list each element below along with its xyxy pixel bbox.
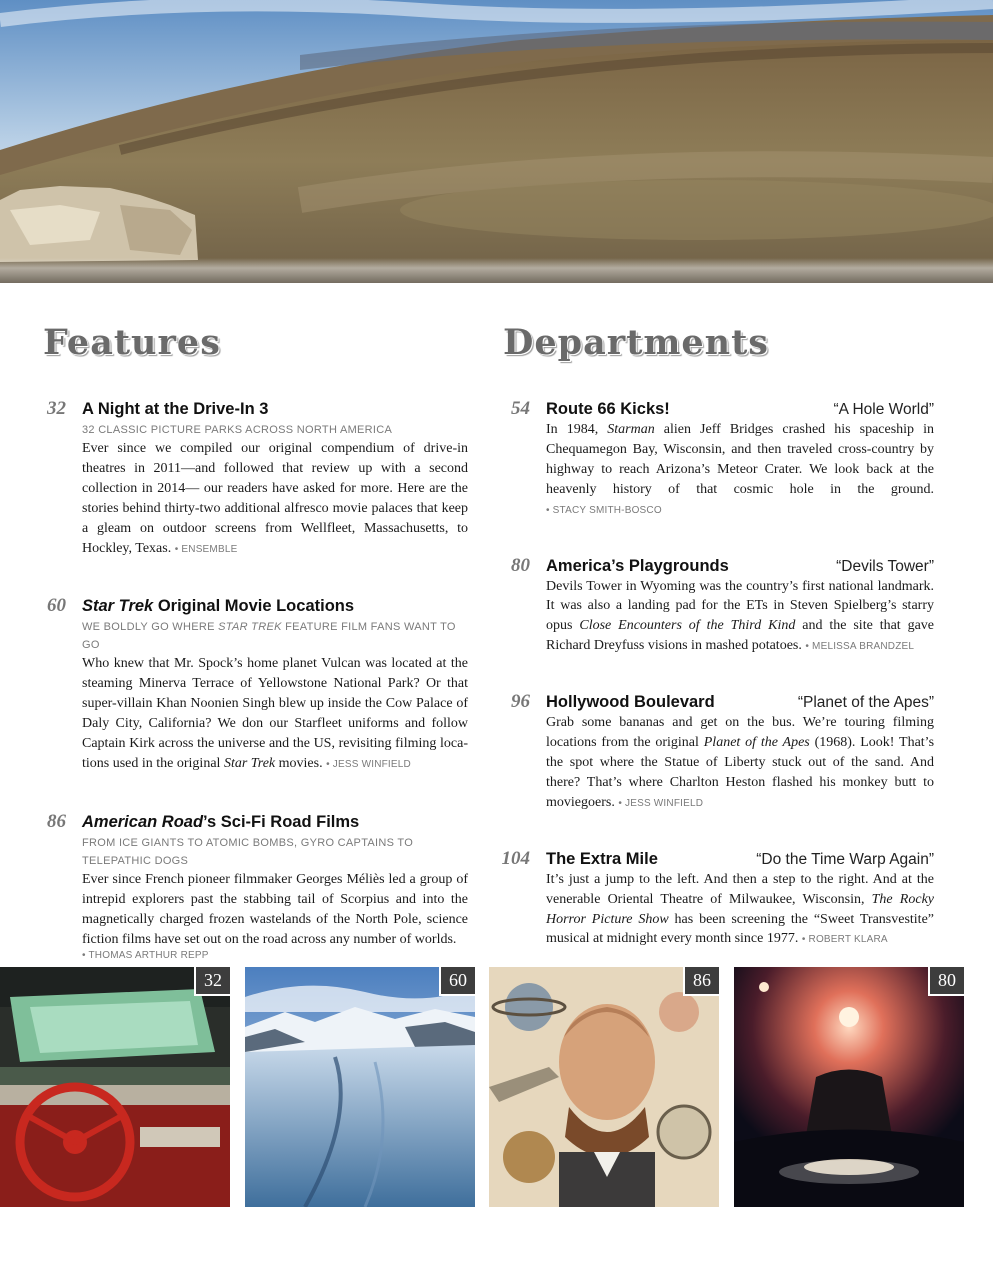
department-title[interactable]: Hollywood Boulevard xyxy=(546,693,715,712)
features-heading: Features xyxy=(43,322,221,363)
department-entry-96[interactable] xyxy=(498,691,934,814)
page-number: 54 xyxy=(511,398,530,419)
byline: • ROBERT KLARA xyxy=(801,934,888,946)
feature-title[interactable]: American Road’s Sci-Fi Road Films xyxy=(82,812,360,831)
feature-title[interactable]: Star Trek Original Movie Locations xyxy=(82,597,355,616)
department-description: It’s just a jump to the left. And then a step to the right. And at the venerable Oriental Theatre of Milwaukee, Wisconsin, The Rocky Horror Picture Show has been screening the “Sweet Transvestite” musical at midnight every month since 1977. • ROBERT KLARA xyxy=(546,871,934,947)
feature-title[interactable]: A Night at the Drive-In 3 xyxy=(82,400,269,418)
page-number: 60 xyxy=(47,595,66,617)
page-number: 96 xyxy=(511,691,530,713)
page-number: 86 xyxy=(47,810,66,832)
devils-tower-image xyxy=(734,967,964,1207)
thumbnail-page-badge: 32 xyxy=(194,967,230,996)
feature-description: Ever since French pioneer filmmaker Georges Méliès led a group of intrepid explorers past the stabbing tail of Scorpius and into the magnetically charged frozen wastelands of the North Pole, science fiction films have set out on the road across any number of worlds. xyxy=(82,871,468,947)
melies-illustration xyxy=(489,967,719,1207)
department-quote: “A Hole World” xyxy=(833,401,934,418)
feature-description: Who knew that Mr. Spock’s home planet Vulcan was located at the steaming Minerva Terrace of Yellowstone National Park? Or that super-villain Khan Noonien Singh blew up inside the Cow Palace of Daly City, California? We don our Starfleet uniforms and follow Captain Kirk across the universe and the US, revisiting filming loca- tions used in the original Star Trek movies. • JESS WINFIELD xyxy=(82,656,469,771)
department-description: In 1984, Starman alien Jeff Bridges crashed his spaceship in Chequamegon Bay, Wisconsin, and then traveled cross-country by highway to reach Arizona’s Meteor Crater. We look back at the heavenly history of that cosmic hole in the ground. • STACY SMITH-BOSCO xyxy=(546,422,935,516)
feature-subtitle: WE BOLDLY GO WHERE STAR TREK FEATURE FILM FANS WANT TO GO xyxy=(82,621,456,652)
hero-crater-photo xyxy=(0,0,993,283)
department-quote: “Planet of the Apes” xyxy=(797,694,934,712)
thumbnail-drive-in[interactable] xyxy=(0,967,230,1207)
byline: • THOMAS ARTHUR REPP xyxy=(82,949,209,961)
page-number: 104 xyxy=(501,847,530,869)
drive-in-image xyxy=(0,967,230,1207)
department-title[interactable]: America’s Playgrounds xyxy=(546,556,729,575)
thumbnail-glacier[interactable] xyxy=(245,967,475,1207)
page-number: 32 xyxy=(47,398,66,419)
department-description: Grab some bananas and get on the bus. We’re touring filming locations from the original Planet of the Apes (1968). Look! That’s the spot where the Statue of Liberty stuck out of the sand. And there? That’s where Charlton Heston flashed his monkey butt to moviegoers. • JESS WINFIELD xyxy=(546,715,935,810)
crater-landscape xyxy=(0,0,993,283)
department-title[interactable]: The Extra Mile xyxy=(546,849,658,868)
thumbnail-page-badge: 60 xyxy=(439,967,475,996)
departments-heading: Departments xyxy=(503,322,769,363)
department-entry-104[interactable] xyxy=(498,848,934,951)
hero-fade-bar xyxy=(0,258,993,283)
feature-subtitle: FROM ICE GIANTS TO ATOMIC BOMBS, GYRO CAPTAINS TO TELEPATHIC DOGS xyxy=(82,836,414,867)
thumbnail-page-badge: 80 xyxy=(928,967,964,996)
byline: • JESS WINFIELD xyxy=(618,797,704,809)
departments-column xyxy=(498,398,934,950)
department-quote: “Devils Tower” xyxy=(836,557,934,575)
glacier-image xyxy=(245,967,475,1207)
department-title[interactable]: Route 66 Kicks! xyxy=(546,400,670,418)
thumbnail-page-badge: 86 xyxy=(683,967,719,996)
byline: • ENSEMBLE xyxy=(174,543,238,555)
page-number: 80 xyxy=(511,554,530,576)
features-column xyxy=(42,398,468,961)
department-entry-80[interactable] xyxy=(498,555,934,658)
thumbnail-melies[interactable] xyxy=(489,967,719,1207)
feature-entry-60[interactable] xyxy=(42,595,468,774)
byline: • MELISSA BRANDZEL xyxy=(805,641,915,653)
department-quote: “Do the Time Warp Again” xyxy=(756,850,934,868)
thumbnail-devils-tower[interactable] xyxy=(734,967,964,1207)
department-description: Devils Tower in Wyoming was the country’s first national landmark. It was also a landing pad for the ETs in Steven Spielberg’s starry opus Close Encounters of the Third Kind and the site that gave Richard Dreyfuss visions in mashed potatoes. • MELISSA BRANDZEL xyxy=(546,578,935,654)
byline: • JESS WINFIELD xyxy=(326,758,411,770)
feature-entry-86[interactable] xyxy=(42,811,468,961)
byline: • STACY SMITH-BOSCO xyxy=(546,504,662,516)
feature-subtitle: 32 CLASSIC PICTURE PARKS ACROSS NORTH AMERICA xyxy=(82,424,393,436)
department-entry-54[interactable] xyxy=(498,398,934,521)
feature-description: Ever since we compiled our original compendium of drive-in theatres in 2011—and followed that review up with a second collection in 2014— our readers have asked for more. Here are the stories behind thirty-two additional alfresco movie palaces that keep a gleam on outdoor screens from Wellfleet, Massachusetts, to Hockley, Texas. • ENSEMBLE xyxy=(82,441,468,556)
feature-entry-32[interactable] xyxy=(42,398,468,559)
